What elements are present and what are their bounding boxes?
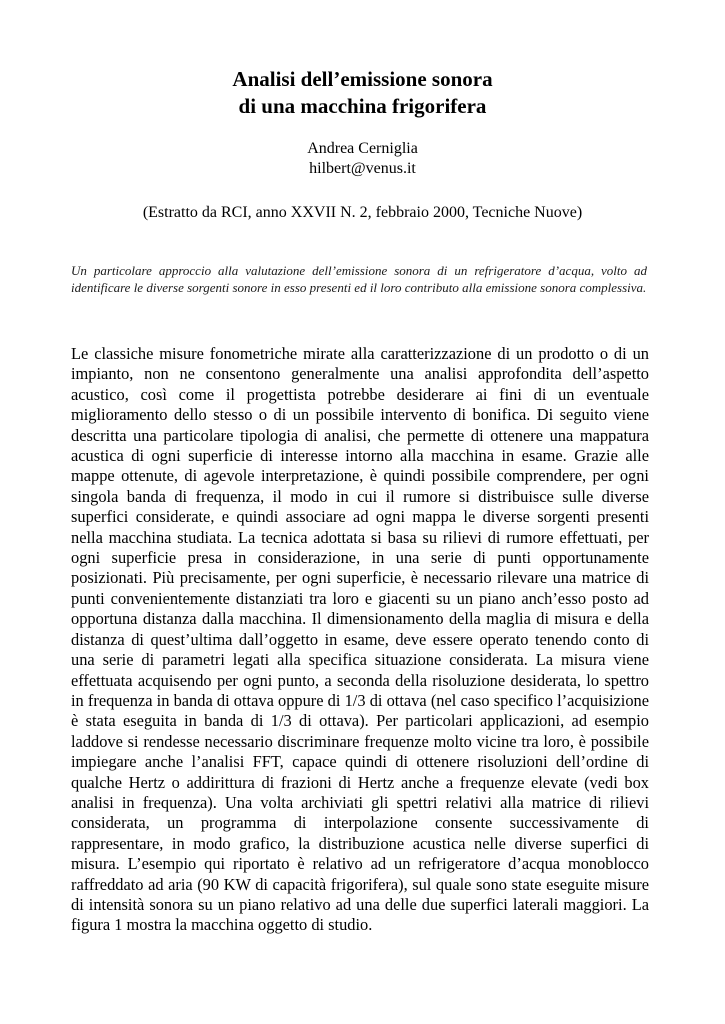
paper-title <box>0 66 725 120</box>
abstract: Un particolare approccio alla valutazione dell’emissione sonora di un refrigeratore d’acqua, volto ad identificare le diverse sorgenti sonore in esso presenti ed il loro contributo alla emissione sonora complessiva. <box>71 263 647 295</box>
title-line-2: di una macchina frigorifera <box>238 94 487 118</box>
body-paragraph: Le classiche misure fonometriche mirate alla caratterizzazione di un prodotto o di un impianto, non ne consentono generalmente una analisi approfondita dell’aspetto acustico, così come il progettista potrebbe desiderare ai fini di un eventuale miglioramento dello stesso o di un possibile intervento di bonifica. Di seguito viene descritta una particolare tipologia di analisi, che permette di ottenere una mappatura acustica di ogni superficie di interesse intorno alla macchina in esame. Grazie alle mappe ottenute, di agevole interpretazione, è quindi possibile comprendere, per ogni singola banda di frequenza, il modo in cui il rumore si distribuisce sulle diverse superfici considerate, e quindi associare ad ogni mappa le diverse sorgenti presenti nella macchina studiata. La tecnica adottata si basa su rilievi di rumore effettuati, per ogni superficie presa in considerazione, in una serie di punti opportunamente posizionati. Più precisamente, per ogni superficie, è necessario rilevare una matrice di punti convenientemente distanziati tra loro e giacenti su un piano anch’esso posto ad opportuna distanza dalla macchina. Il dimensionamento della maglia di misura e della distanza di quest’ultima dall’oggetto in esame, deve essere operato tenendo conto di una serie di parametri legati alla specifica situazione considerata. La misura viene effettuata acquisendo per ogni punto, a seconda della risoluzione desiderata, lo spettro in frequenza in banda di ottava oppure di 1/3 di ottava (nel caso specifico l’acquisizione è stata eseguita in banda di 1/3 di ottava). Per particolari applicazioni, ad esempio laddove si rendesse necessario discriminare frequenze molto vicine tra loro, è possibile impiegare anche l’analisi FFT, capace quindi di ottenere risoluzioni dell’ordine di qualche Hertz o addirittura di frazioni di Hertz anche a frequenze elevate (vedi box analisi in frequenza). Una volta archiviati gli spettri relativi alla matrice di rilievi considerata, un programma di interpolazione consente successivamente di rappresentare, in modo grafico, la distribuzione acustica nelle diverse superfici di misura. L’esempio qui riportato è relativo ad un refrigeratore d’acqua monoblocco raffreddato ad aria (90 KW di capacità frigorifera), sul quale sono state eseguite misure di intensità sonora su un piano relativo ad una delle due superfici laterali maggiori. La figura 1 mostra la macchina oggetto di studio. <box>71 344 649 935</box>
title-line-1: Analisi dell’emissione sonora <box>232 67 493 91</box>
source-citation: (Estratto da RCI, anno XXVII N. 2, febbraio 2000, Tecniche Nuove) <box>142 204 583 221</box>
author-email: hilbert@venus.it <box>309 160 416 177</box>
author-name: Andrea Cerniglia <box>307 140 418 157</box>
author-block <box>0 139 725 179</box>
